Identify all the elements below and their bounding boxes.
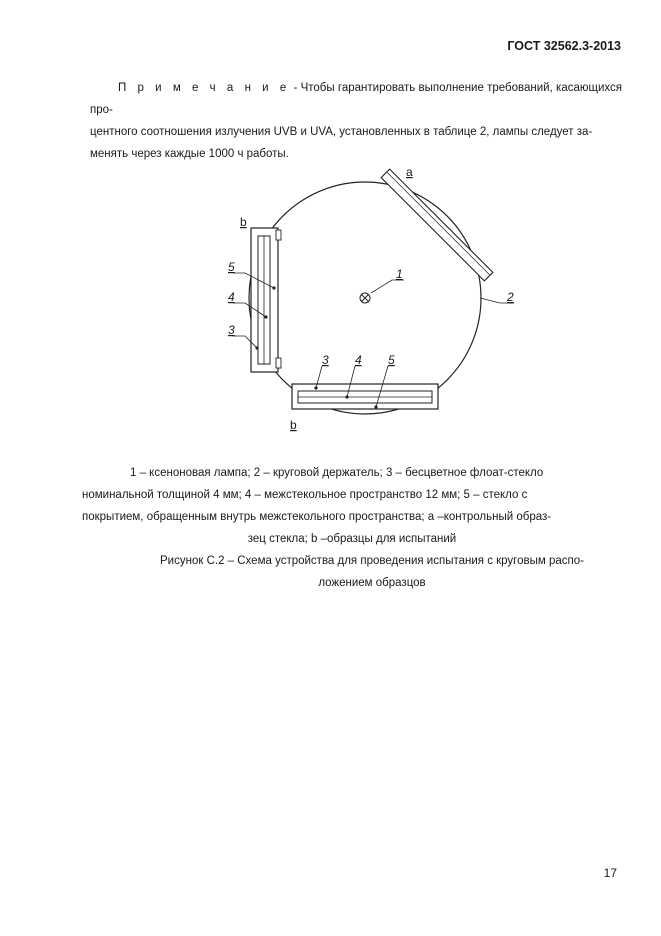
figure-title-line2: ложением образцов <box>318 577 426 589</box>
legend-line1: 1 – ксеноновая лампа; 2 – круговой держатель; 3 – бесцветное флоат-стекло <box>130 467 544 479</box>
figure-title <box>82 550 622 594</box>
xenon-lamp-symbol <box>360 293 370 303</box>
label-b-bottom: b <box>290 418 297 432</box>
label-4-bottom: 4 <box>355 353 362 367</box>
figure-legend <box>82 462 622 484</box>
figure-title-line1: Рисунок С.2 – Схема устройства для проведения испытания с круговым распо- <box>160 555 584 567</box>
note-text-line1: - Чтобы гарантировать выполнение требований, касающихся про- <box>90 82 622 116</box>
label-b-left: b <box>240 215 247 229</box>
label-3-bottom: 3 <box>322 353 329 367</box>
legend-line3: покрытием, обращенным внутрь межстекольного пространства; a –контрольный образ- <box>82 511 552 523</box>
label-1: 1 <box>396 267 403 281</box>
label-3-left: 3 <box>228 323 235 337</box>
legend-line2: номинальной толщиной 4 мм; 4 – межстекольное пространство 12 мм; 5 – стекло с <box>82 489 528 501</box>
label-2: 2 <box>507 290 514 304</box>
label-5-left: 5 <box>228 260 235 274</box>
document-header: ГОСТ 32562.3-2013 <box>507 39 621 53</box>
label-5-bottom: 5 <box>388 353 395 367</box>
figure-caption <box>82 462 622 594</box>
left-sample-holder <box>251 228 281 372</box>
bottom-sample-holder <box>292 384 438 409</box>
page-number: 17 <box>603 866 617 880</box>
label-4-left: 4 <box>228 290 235 304</box>
note-lead: П р и м е ч а н и е <box>118 82 291 94</box>
reference-sample-a <box>381 169 493 281</box>
note-text-line3: менять через каждые 1000 ч работы. <box>90 148 289 160</box>
legend-line4: зец стекла; b –образцы для испытаний <box>247 533 457 545</box>
label-a: a <box>406 165 413 179</box>
note-text-line2: центного соотношения излучения UVB и UVA, установленных в таблице 2, лампы следует за- <box>90 126 593 138</box>
